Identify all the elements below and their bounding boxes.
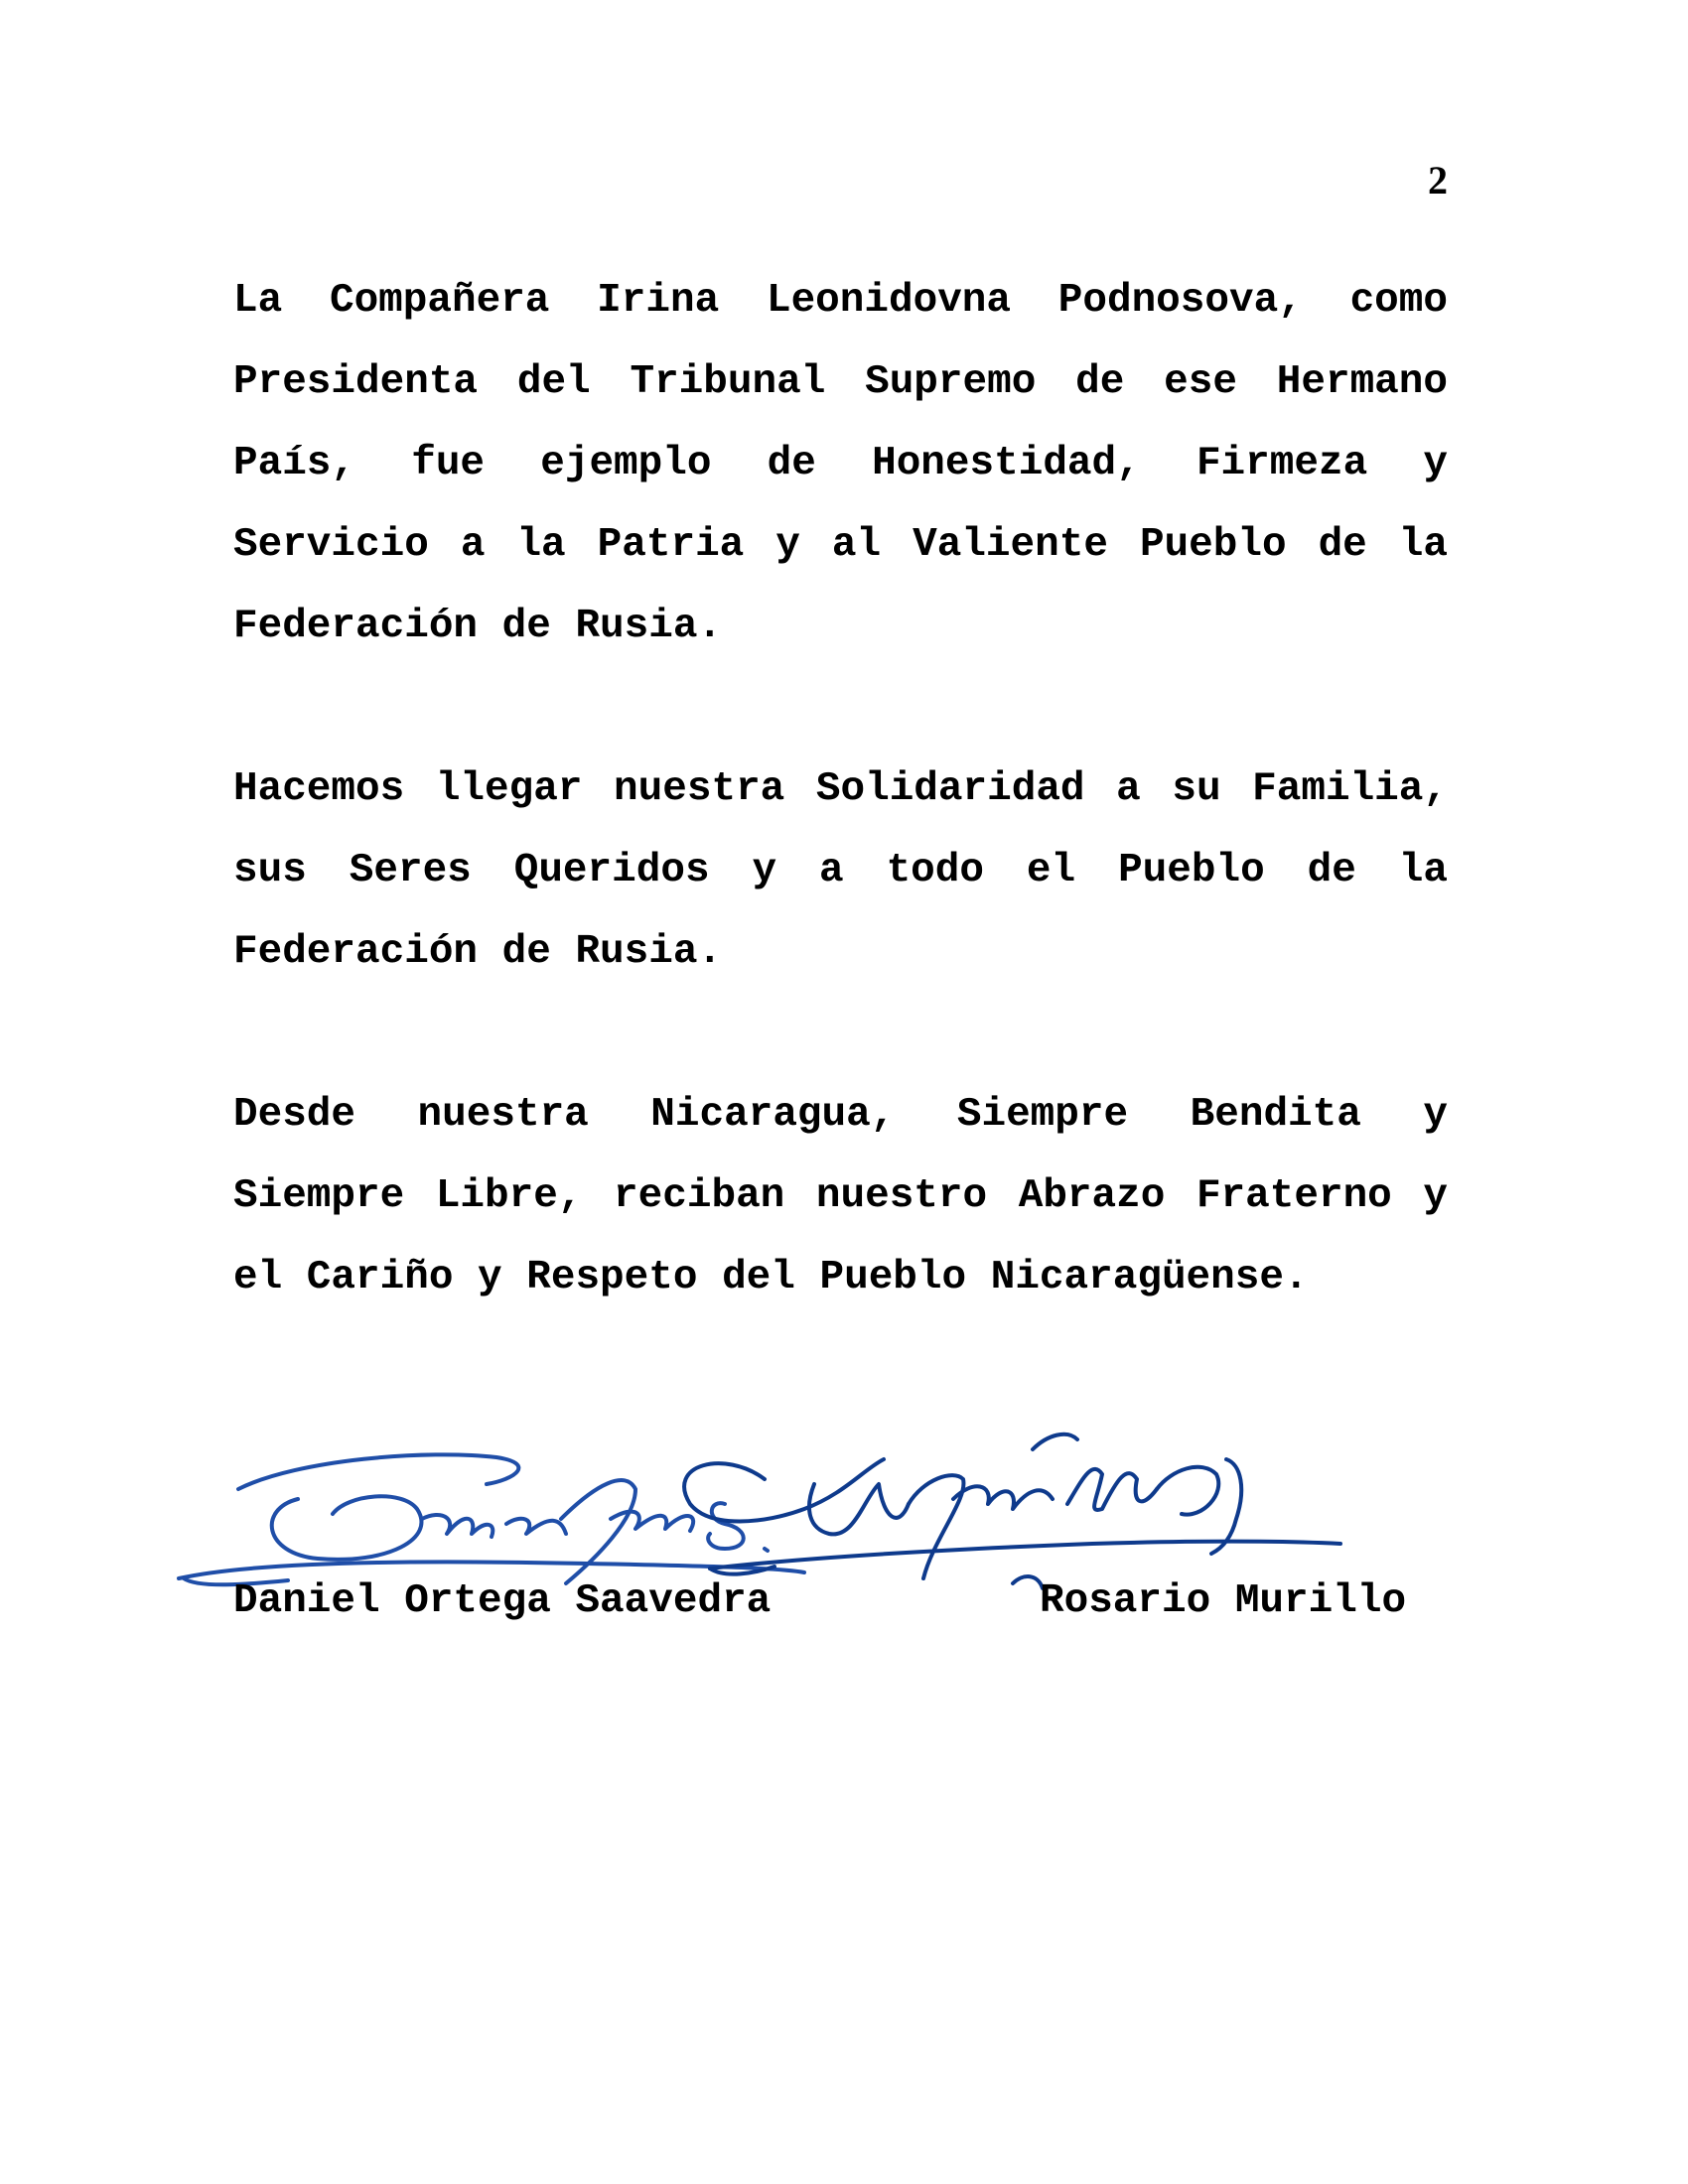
page-number: 2	[1428, 158, 1448, 203]
signature-daniel-ortega	[179, 1454, 804, 1584]
signer-name-rosario-murillo: Rosario Murillo	[1040, 1578, 1407, 1624]
paragraph-solidarity: Hacemos llegar nuestra Solidaridad a su Familia, sus Seres Queridos y a todo el Pueblo de la Federación de Rusia.	[233, 766, 1448, 975]
signature-rosario-murillo	[684, 1434, 1340, 1588]
paragraph-tribute: La Compañera Irina Leonidovna Podnosova, como Presidenta del Tribunal Supremo de ese Hermano País, fue ejemplo de Honestidad, Firmeza y Servicio a la Patria y al Valiente Pueblo de la Federación de Rusia.	[233, 278, 1448, 649]
paragraph-greeting: Desde nuestra Nicaragua, Siempre Bendita y Siempre Libre, reciban nuestro Abrazo Fraterno y el Cariño y Respeto del Pueblo Nicaragüense.	[233, 1092, 1448, 1300]
signer-name-daniel-ortega: Daniel Ortega Saavedra	[233, 1578, 772, 1624]
signature-block	[169, 1390, 1539, 1648]
